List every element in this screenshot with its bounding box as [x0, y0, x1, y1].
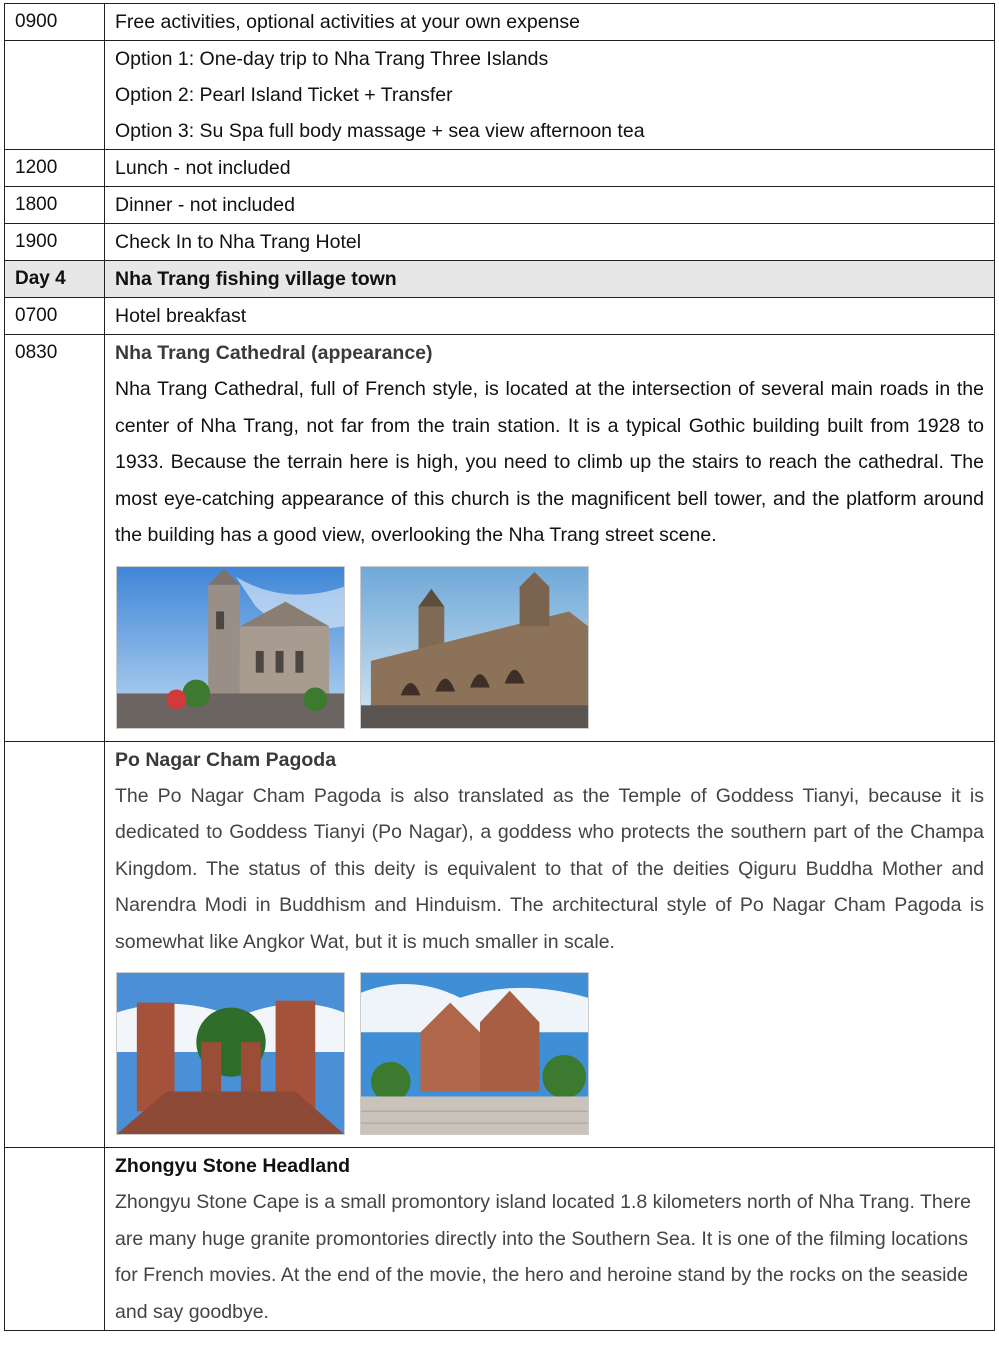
table-row [5, 4, 994, 40]
attraction-title: Zhongyu Stone Headland [115, 1155, 351, 1177]
table-row [5, 1147, 994, 1330]
attraction-cell [105, 1148, 994, 1330]
itinerary-table [4, 3, 995, 1331]
activity-cell: Lunch - not included [115, 157, 291, 179]
pagoda-photo-2 [360, 972, 589, 1135]
attraction-cell [105, 335, 994, 741]
cathedral-photo-1 [116, 566, 345, 729]
day-label: Day 4 [5, 261, 105, 297]
photo-row [115, 554, 984, 741]
cathedral-photo-2 [360, 566, 589, 729]
activity-cell: Dinner - not included [115, 194, 295, 216]
time-cell: 0900 [5, 4, 105, 40]
option-line: Option 2: Pearl Island Ticket + Transfer [115, 84, 453, 106]
option-line: Option 3: Su Spa full body massage + sea view afternoon tea [115, 120, 645, 142]
table-row [5, 297, 994, 334]
activity-cell: Hotel breakfast [115, 305, 247, 327]
time-cell: 0700 [5, 298, 105, 334]
table-row [5, 334, 994, 741]
table-row [5, 149, 994, 186]
time-cell: 1200 [5, 150, 105, 186]
pagoda-photo-1 [116, 972, 345, 1135]
attraction-description: Zhongyu Stone Cape is a small promontory island located 1.8 kilometers north of Nha Trang. There are many huge granite promontories directly into the Southern Sea. It is one of the filming locations for French movies. At the end of the movie, the hero and heroine stand by the rocks on the seaside and say goodbye. [115, 1191, 971, 1323]
attraction-cell [105, 742, 994, 1148]
activity-cell: Check In to Nha Trang Hotel [115, 231, 362, 253]
time-cell [5, 41, 105, 149]
time-cell: 1800 [5, 187, 105, 223]
table-row [5, 186, 994, 223]
attraction-title: Po Nagar Cham Pagoda [115, 748, 337, 771]
activity-cell: Free activities, optional activities at your own expense [115, 11, 580, 33]
time-cell [5, 742, 105, 1148]
photo-row [115, 960, 984, 1147]
day-header-row [5, 260, 994, 297]
attraction-title: Nha Trang Cathedral (appearance) [115, 342, 433, 364]
time-cell [5, 1148, 105, 1330]
attraction-description: The Po Nagar Cham Pagoda is also translated as the Temple of Goddess Tianyi, because it is dedicated to Goddess Tianyi (Po Nagar), a goddess who protects the southern part of the Champa Kingdom. The status of this deity is equivalent to that of the deities Qiguru Buddha Mother and Narendra Modi in Buddhism and Hinduism. The architectural style of Po Nagar Cham Pagoda is somewhat like Angkor Wat, but it is much smaller in scale. [115, 784, 984, 953]
option-line: Option 1: One-day trip to Nha Trang Three Islands [115, 48, 549, 70]
time-cell: 1900 [5, 224, 105, 260]
time-cell: 0830 [5, 335, 105, 741]
table-row [5, 223, 994, 260]
table-row [5, 741, 994, 1148]
table-row [5, 40, 994, 149]
options-cell [105, 41, 994, 149]
day-title: Nha Trang fishing village town [115, 268, 397, 290]
attraction-description: Nha Trang Cathedral, full of French style, is located at the intersection of several main roads in the center of Nha Trang, not far from the train station. It is a typical Gothic building built from 1928 to 1933. Because the terrain here is high, you need to climb up the stairs to reach the cathedral. The most eye-catching appearance of this church is the magnificent bell tower, and the platform around the building has a good view, overlooking the Nha Trang street scene. [115, 378, 984, 546]
